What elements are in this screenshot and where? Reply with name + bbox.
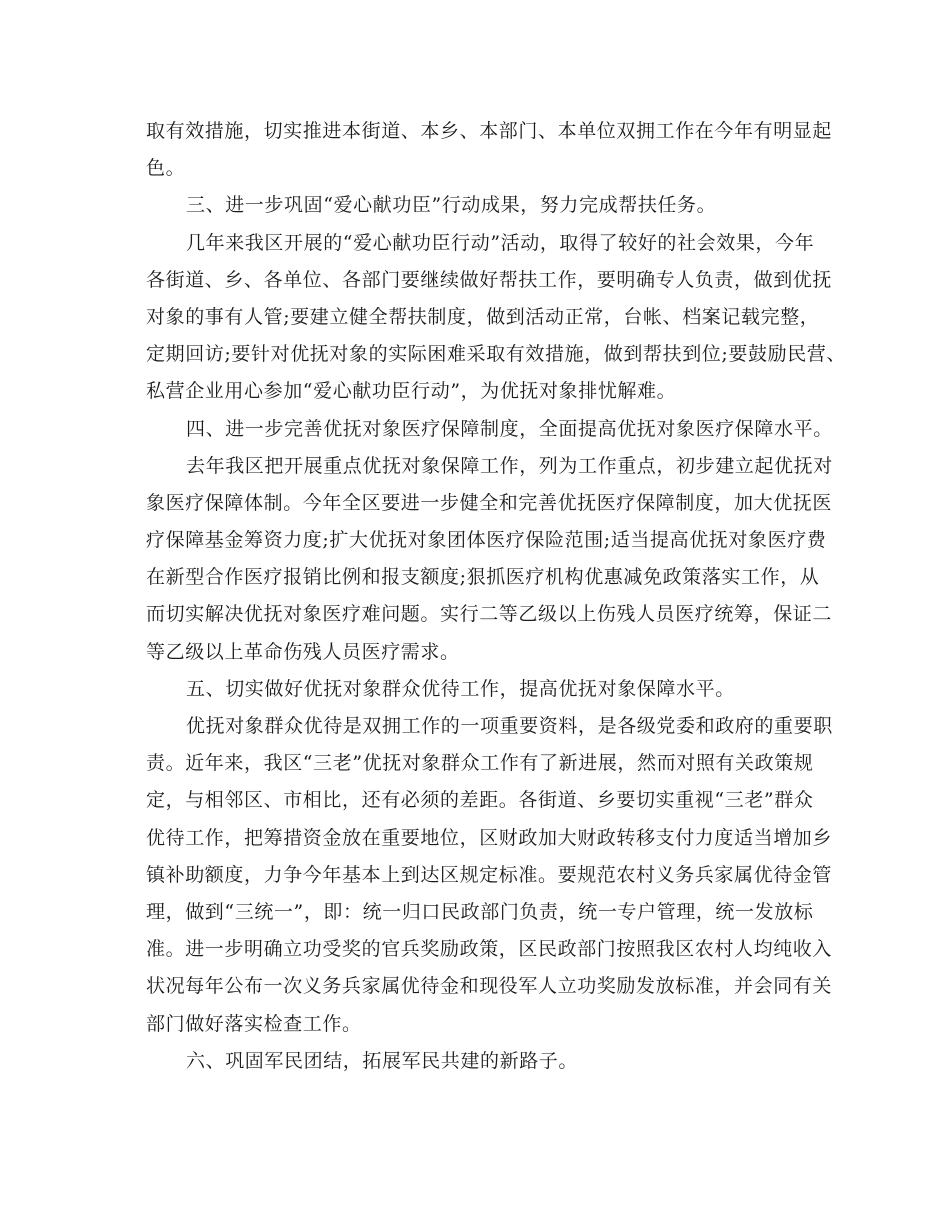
text-line: 定期回访;要针对优抚对象的实际困难采取有效措施，做到帮扶到位;要鼓励民营、 <box>146 343 847 366</box>
text-line: 在新型合作医疗报销比例和报支额度;狠抓医疗机构优惠减免政策落实工作，从 <box>146 566 820 589</box>
text-line: 部门做好落实检查工作。 <box>146 1012 362 1035</box>
paragraph-first-line: 六、巩固军民团结，拓展军民共建的新路子。 <box>186 1049 579 1072</box>
text-line: 准。进一步明确立功受奖的官兵奖励政策，区民政部门按照我区农村人均纯收入 <box>146 938 833 961</box>
text-line: 色。 <box>146 157 186 180</box>
text-line: 镇补助额度，力争今年基本上到达区规定标准。要规范农村义务兵家属优待金管 <box>146 863 833 886</box>
paragraph-first-line: 三、进一步巩固“爱心献功臣”行动成果，努力完成帮扶任务。 <box>186 194 717 217</box>
text-line: 理，做到“三统一”，即：统一归口民政部门负责，统一专户管理，统一发放标 <box>146 900 814 923</box>
text-line: 象医疗保障体制。今年全区要进一步健全和完善优抚医疗保障制度，加大优抚医 <box>146 491 833 514</box>
paragraph-first-line: 五、切实做好优抚对象群众优待工作，提高优抚对象保障水平。 <box>186 677 735 700</box>
text-line: 对象的事有人管;要建立健全帮扶制度，做到活动正常，台帐、档案记载完整， <box>146 305 820 328</box>
paragraph-first-line: 优抚对象群众优待是双拥工作的一项重要资料，是各级党委和政府的重要职 <box>186 715 833 737</box>
text-line: 各街道、乡、各单位、各部门要继续做好帮扶工作，要明确专人负责，做到优抚 <box>146 268 833 291</box>
text-line: 责。近年来，我区“三老”优抚对象群众工作有了新进展，然而对照有关政策规 <box>146 752 814 775</box>
text-line: 私营企业用心参加“爱心献功臣行动”，为优抚对象排忧解难。 <box>146 380 677 403</box>
text-line: 等乙级以上革命伤残人员医疗需求。 <box>146 640 460 663</box>
text-line: 定，与相邻区、市相比，还有必须的差距。各街道、乡要切实重视“三老”群众 <box>146 789 814 812</box>
text-line: 取有效措施，切实推进本街道、本乡、本部门、本单位双拥工作在今年有明显起 <box>146 120 833 142</box>
paragraph-first-line: 去年我区把开展重点优抚对象保障工作，列为工作重点，初步建立起优抚对 <box>186 454 833 477</box>
document-body <box>146 113 847 1080</box>
text-line: 而切实解决优抚对象医疗难问题。实行二等乙级以上伤残人员医疗统筹，保证二 <box>146 603 833 626</box>
paragraph-first-line: 四、进一步完善优抚对象医疗保障制度，全面提高优抚对象医疗保障水平。 <box>186 417 833 440</box>
paragraph-first-line: 几年来我区开展的“爱心献功臣行动”活动，取得了较好的社会效果，今年 <box>186 231 815 254</box>
text-line: 状况每年公布一次义务兵家属优待金和现役军人立功奖励发放标准，并会同有关 <box>146 975 833 998</box>
text-line: 优待工作，把筹措资金放在重要地位，区财政加大财政转移支付力度适当增加乡 <box>146 826 833 849</box>
text-line: 疗保障基金筹资力度;扩大优抚对象团体医疗保险范围;适当提高优抚对象医疗费 <box>146 529 827 552</box>
